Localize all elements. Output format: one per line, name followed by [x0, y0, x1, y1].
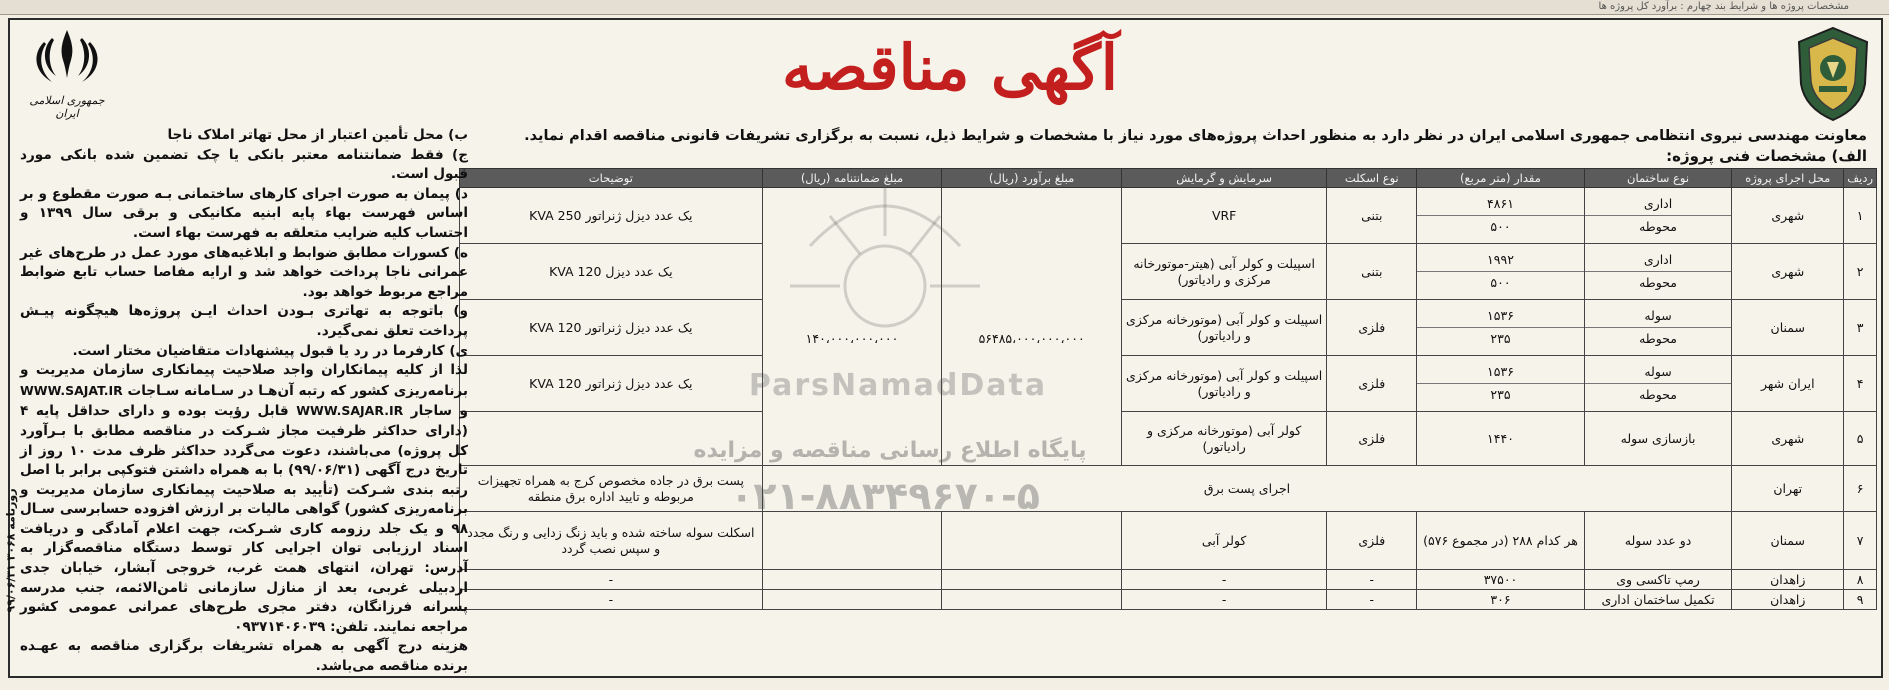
row-location: ایران شهر — [1732, 356, 1844, 412]
row-description: پست برق در جاده مخصوص کرج به همراه تجهیزات مربوطه و تایید اداره برق منطقه — [460, 466, 763, 512]
row-location: تهران — [1732, 466, 1844, 512]
row-number: ۲ — [1844, 244, 1877, 300]
table-row — [460, 466, 1877, 512]
row-building-types — [1584, 300, 1732, 356]
row-area: هر کدام ۲۸۸ (در مجموع ۵۷۶) — [1417, 512, 1585, 570]
row-number: ۳ — [1844, 300, 1877, 356]
area-value: ۱۵۳۶ — [1417, 361, 1584, 384]
row-building-type: تکمیل ساختمان اداری — [1584, 590, 1732, 610]
merged-guarantee-value: ۱۴۰،۰۰۰،۰۰۰،۰۰۰ — [805, 331, 899, 346]
row-frame-type: فلزی — [1327, 412, 1417, 466]
header-estimate: مبلغ برآورد (ریال) — [942, 169, 1122, 188]
row-hvac: اسپیلت و کولر آبی (هیتر-موتورخانه مرکزی و رادیاتور) — [1121, 244, 1326, 300]
header-frame-type: نوع اسکلت — [1327, 169, 1417, 188]
row-frame-type: - — [1327, 590, 1417, 610]
estimate-empty — [942, 512, 1122, 570]
intro-paragraph: معاونت مهندسی نیروی انتظامی جمهوری اسلامی ایران در نظر دارد به منظور احداث پروژه‌های مورد نیاز با مشخصات و شرایط ذیل، نسبت به برگزاری تشریفات قانونی مناقصه اقدام نماید. — [524, 128, 1867, 144]
row-location: شهری — [1732, 244, 1844, 300]
row-number: ۷ — [1844, 512, 1877, 570]
row-frame-type: فلزی — [1327, 512, 1417, 570]
table-row — [460, 300, 1877, 356]
row-number: ۵ — [1844, 412, 1877, 466]
row-areas — [1417, 188, 1585, 244]
iran-emblem-icon — [22, 26, 112, 88]
building-type: اداری — [1585, 193, 1732, 216]
row-hvac: اسپیلت و کولر آبی (موتورخانه مرکزی و رادیاتور) — [1121, 356, 1326, 412]
row-description: - — [460, 570, 763, 590]
area-value: ۵۰۰ — [1490, 275, 1511, 290]
invitation-part-1: لذا از کلیه پیمانکاران واجد صلاحیت پیمانکاری سازمان مدیریت و برنامه‌ریزی کشور که رتبه آن‌هـا در سـامانه سـاجات — [20, 362, 468, 399]
header-area: مقدار (متر مربع) — [1417, 169, 1585, 188]
row-hvac: کولر آبی — [1121, 512, 1326, 570]
row-hvac: - — [1121, 570, 1326, 590]
building-type: محوطه — [1639, 275, 1677, 290]
row-area: ۳۰۶ — [1417, 590, 1585, 610]
row-building-type: دو عدد سوله — [1584, 512, 1732, 570]
clause-y: ی) کارفرما در رد یا قبول پیشنهادات متقاضیان مختار است. — [72, 342, 468, 359]
row-number: ۹ — [1844, 590, 1877, 610]
row-frame-type: بتنی — [1327, 244, 1417, 300]
estimate-empty — [942, 570, 1122, 590]
top-strip-text: مشخصات پروژه ها و شرایط بند چهارم : برآورد کل پروژه ها — [1598, 1, 1849, 12]
building-type: اداری — [1585, 249, 1732, 272]
invitation-part-2: و ساجار — [410, 403, 468, 420]
clause-c: ج) فقط ضمانتنامه معتبر بانکی یا چک تضمین شده بانکی مورد قبول است. — [20, 146, 468, 183]
header-location: محل اجرای پروژه — [1732, 169, 1844, 188]
clause-y-invitation — [20, 361, 468, 637]
clause-fee: هزینه درج آگهی به همراه تشریفات برگزاری مناقصه به عهـده برنده مناقصه می‌باشد. — [20, 638, 468, 675]
row-location: سمنان — [1732, 300, 1844, 356]
header-description: توضیحات — [460, 169, 763, 188]
header-hvac: سرمایش و گرمایش — [1121, 169, 1326, 188]
row-frame-type: بتنی — [1327, 188, 1417, 244]
row-areas — [1417, 244, 1585, 300]
row-hvac: اسپیلت و کولر آبی (موتورخانه مرکزی و رادیاتور) — [1121, 300, 1326, 356]
row-location: شهری — [1732, 188, 1844, 244]
clause-v: و) باتوجه به تهاتری بـودن احداث ایـن پروژه‌ها هیچگونه پیـش پرداخت تعلق نمی‌گیرد. — [20, 303, 468, 339]
table-row — [460, 356, 1877, 412]
police-emblem-icon — [1791, 24, 1875, 124]
row-number: ۸ — [1844, 570, 1877, 590]
iran-emblem — [22, 26, 112, 120]
table-row — [460, 244, 1877, 300]
guarantee-cell — [762, 188, 942, 466]
area-value: ۴۸۶۱ — [1417, 193, 1584, 216]
merged-estimate-value: ۵۶۴۸۵،۰۰۰،۰۰۰،۰۰۰ — [978, 331, 1085, 346]
clause-b: ب) محل تأمین اعتبار از محل تهاتر املاک ناجا — [167, 127, 468, 143]
row-building-types — [1584, 188, 1732, 244]
row-location: زاهدان — [1732, 590, 1844, 610]
row-number: ۴ — [1844, 356, 1877, 412]
estimate-empty — [942, 590, 1122, 610]
projects-table — [459, 168, 1877, 610]
watermark-phone: ۰۲۱-۸۸۳۴۹۶۷۰-۵ — [730, 474, 1040, 518]
row-description: یک عدد دیزل ژنراتور 250 KVA — [460, 188, 763, 244]
building-type: سوله — [1585, 305, 1732, 328]
clause-e: ه) کسورات مطابق ضوابط و ابلاغیه‌های مورد عمل در طرح‌های غیر عمرانی ناجا پرداخت خواهد شد و ارایه مفاصا حساب تابع ضوابط مراجع مربوط خواهد بود. — [20, 244, 468, 300]
margin-note-text: روزنامه ۳۰۶۸ ۹۹/۰۶/۳۱ — [4, 488, 18, 613]
watermark-subtitle: پایگاه اطلاع رسانی مناقصه و مزایده — [693, 438, 1087, 463]
emblem-label: جمهوری اسلامی ایران — [29, 94, 105, 120]
header-row-number: ردیف — [1844, 169, 1877, 188]
estimate-cell — [942, 188, 1122, 466]
row-building-types — [1584, 356, 1732, 412]
top-strip — [0, 0, 1889, 15]
area-value: ۲۳۵ — [1490, 387, 1511, 402]
guarantee-empty — [762, 570, 942, 590]
row-description: یک عدد دیزل 120 KVA — [460, 244, 763, 300]
area-value: ۱۹۹۲ — [1417, 249, 1584, 272]
building-type: محوطه — [1639, 219, 1677, 234]
building-type: محوطه — [1639, 331, 1677, 346]
row-description: اسکلت سوله ساخته شده و باید زنگ زدایی و رنگ مجدد و سپس نصب گردد — [460, 512, 763, 570]
clause-d: د) پیمان به صورت اجرای کارهای ساختمانی بـه صورت مقطوع و بر اساس فهرست بهاء پایه ابنیه مکانیکی و برقی سال ۱۳۹۹ و احتساب کلیه ضرایب متعلقه به فهرست بهاء است. — [20, 185, 468, 241]
row-frame-type: - — [1327, 570, 1417, 590]
section-a-heading: الف) مشخصات فنی پروژه: — [1666, 147, 1867, 165]
phone-number: تلفن: ۰۹۳۷۱۴۰۶۰۳۹ — [234, 618, 369, 635]
row-number: ۱ — [1844, 188, 1877, 244]
row-number: ۶ — [1844, 466, 1877, 512]
row-description: یک عدد دیزل ژنراتور 120 KVA — [460, 356, 763, 412]
header-building-type: نوع ساختمان — [1584, 169, 1732, 188]
area-value: ۲۳۵ — [1490, 331, 1511, 346]
notice-title: آگهی مناقصه — [781, 31, 1119, 104]
row-hvac: - — [1121, 590, 1326, 610]
table-row — [460, 412, 1877, 466]
row-area: ۳۷۵۰۰ — [1417, 570, 1585, 590]
row-areas — [1417, 356, 1585, 412]
row-building-type: رمپ تاکسی وی — [1584, 570, 1732, 590]
row-location: شهری — [1732, 412, 1844, 466]
header-guarantee: مبلغ ضمانتنامه (ریال) — [762, 169, 942, 188]
building-type: سوله — [1585, 361, 1732, 384]
row-hvac: کولر آبی (موتورخانه مرکزی و رادیاتور) — [1121, 412, 1326, 466]
row-frame-type: فلزی — [1327, 300, 1417, 356]
invitation-part-3: قابل رؤیت بوده و دارای حداقل پایه ۴ (دارای حداکثر ظرفیت مجاز شـرکت در مناقصه مطابق با بـرآورد کل پروژه) می‌باشند، دعوت می‌گردد حداکثر ظرف مدت ۱۰ روز از تاریخ درج آگهی (۹۹/۰۶/۳۱) با به همراه داشتن فتوکپی برابر با اصل رتبه بندی شـرکت (تأیید به صلاحیت پیمانکاری سازمان مدیریت و برنامه‌ریزی کشور) گواهی مالیات بر ارزش افزوده حسابرسی سـال ۹۸ و یک جلد رزومه کاری شـرکت، جهت اعلام آمادگی و دریافت اسناد ارزیابی توان اجرایی کار توسط دستگاه مناقصه‌گزار به آدرس: تهران، انتهای همت غرب، خروجی آبشار، خیابان جدی اردبیلی غربی، بعد از منازل سازمانی ثامن‌الائمه، جنب مدرسه پسرانه فرزانگان، دفتر مجری طرح‌های عمرانی عمومی کشور مراجعه نمایند. — [20, 403, 468, 635]
row-description: یک عدد دیزل ژنراتور 120 KVA — [460, 300, 763, 356]
table-row — [460, 570, 1877, 590]
guarantee-empty — [762, 512, 942, 570]
area-value: ۵۰۰ — [1490, 219, 1511, 234]
table-row — [460, 188, 1877, 244]
sajat-link[interactable]: WWW.SAJAT.IR — [20, 382, 123, 398]
row-areas — [1417, 300, 1585, 356]
table-header-row — [460, 169, 1877, 188]
sajar-link[interactable]: WWW.SAJAR.IR — [296, 403, 404, 419]
row-building-type: بازسازی سوله — [1584, 412, 1732, 466]
row-span-text: اجرای پست برق — [762, 466, 1732, 512]
guarantee-empty — [762, 590, 942, 610]
watermark-brand: ParsNamadData — [748, 368, 1048, 403]
table-row — [460, 590, 1877, 610]
row-description — [460, 412, 763, 466]
row-frame-type: فلزی — [1327, 356, 1417, 412]
row-description: - — [460, 590, 763, 610]
area-value: ۱۵۳۶ — [1417, 305, 1584, 328]
table-row — [460, 512, 1877, 570]
row-area: ۱۴۴۰ — [1417, 412, 1585, 466]
conditions-column — [20, 126, 468, 677]
row-location: زاهدان — [1732, 570, 1844, 590]
row-location: سمنان — [1732, 512, 1844, 570]
row-building-types — [1584, 244, 1732, 300]
margin-note — [0, 420, 18, 690]
building-type: محوطه — [1639, 387, 1677, 402]
row-hvac: VRF — [1121, 188, 1326, 244]
